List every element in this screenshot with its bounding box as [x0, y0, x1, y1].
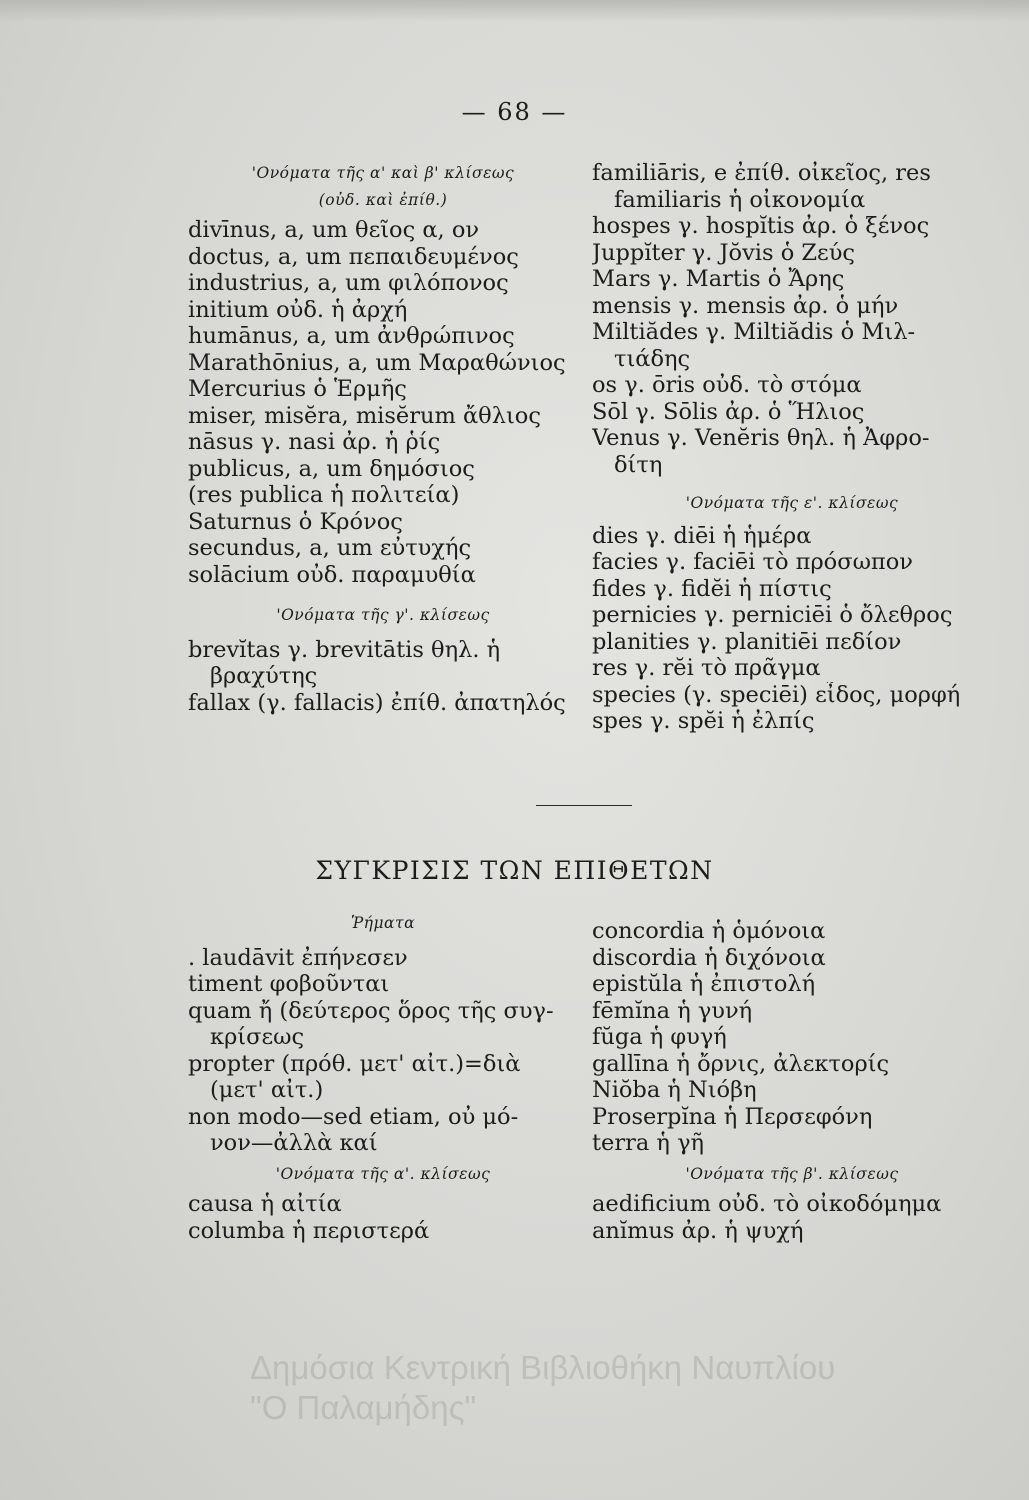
vocab-line: anĭmus ἀρ. ἡ ψυχή [592, 1217, 804, 1244]
vocab-line: propter (πρόθ. μετ' αἰτ.)=διὰ [188, 1050, 521, 1077]
vocab-line: nāsus γ. nasi ἀρ. ἡ ῥίς [188, 429, 441, 455]
vocab-line: (res publica ἡ πολιτεία) [188, 482, 460, 508]
page-top-shadow [0, 0, 1029, 22]
declension-heading: 'Ονόματα τῆς α' καὶ β' κλίσεως [251, 164, 515, 182]
vocab-line: Sōl γ. Sōlis ἀρ. ὁ Ἥλιος [592, 398, 865, 425]
vocab-line: (μετ' αἰτ.) [210, 1077, 324, 1103]
vocab-line: miser, misĕra, misĕrum ἄθλιος [188, 402, 541, 429]
vocab-line: epistŭla ἡ ἐπιστολή [592, 971, 816, 997]
vocab-line: δίτη [614, 451, 663, 478]
vocab-line: Miltiădes γ. Miltiădis ὁ Μιλ- [592, 319, 916, 345]
watermark-line-2: "Ο Παλαμήδης" [250, 1389, 477, 1426]
vocab-line: fēmĭna ἡ γυνή [592, 997, 753, 1024]
vocab-line: Marathōnius, a, um Μαραθώνιος [188, 349, 566, 376]
vocab-line: mensis γ. mensis ἀρ. ὁ μήν [592, 292, 899, 319]
vocab-line: doctus, a, um πεπαιδευμένος [188, 243, 519, 270]
vocab-line: planities γ. planitiēi πεδίον [592, 628, 902, 655]
vocab-line: facies γ. faciēi τὸ πρόσωπον [592, 549, 913, 575]
top-right-column [592, 160, 992, 735]
declension-heading: 'Ονόματα τῆς ε'. κλίσεως [685, 494, 899, 512]
vocab-line: brevĭtas γ. brevitātis θηλ. ἡ [188, 636, 501, 663]
section-heading-verbs: Ῥήματα [350, 914, 416, 932]
vocab-line: Niŏba ἡ Νιόβη [592, 1077, 757, 1103]
declension-subheading: (οὐδ. καὶ ἐπίθ.) [318, 190, 448, 209]
vocab-line: initium οὐδ. ἡ ἀρχή [188, 296, 408, 323]
vocab-line: publicus, a, um δημόσιος [188, 455, 475, 482]
vocab-line: industrius, a, um φιλόπονος [188, 270, 509, 296]
section-divider [536, 805, 632, 806]
vocab-line: familiāris, e ἐπίθ. οἰκεῖος, res [592, 160, 931, 186]
vocab-line: pernicies γ. perniciēi ὁ ὄλεθρος [592, 602, 953, 628]
vocab-line: quam ἤ (δεύτερος ὅρος τῆς συγ- [188, 997, 554, 1024]
page-number: — 68 — [461, 98, 568, 126]
vocab-line: divīnus, a, um θεῖος α, ον [188, 217, 480, 243]
vocab-line: os γ. ōris οὐδ. τὸ στόμα [592, 372, 862, 398]
vocab-line: Mercurius ὁ Ἑρμῆς [188, 376, 407, 402]
declension-heading: 'Ονόματα τῆς γ'. κλίσεως [276, 606, 490, 624]
watermark-line-1: Δημόσια Κεντρική Βιβλιοθήκη Ναυπλίου [250, 1349, 836, 1386]
vocab-line: columba ἡ περιστερά [188, 1217, 430, 1244]
vocab-line: spes γ. spĕi ἡ ἐλπίς [592, 708, 815, 734]
vocab-line: fŭga ἡ φυγή [592, 1024, 727, 1050]
vocab-line: aedificium οὐδ. τὸ οἰκοδόμημα [592, 1191, 942, 1217]
vocab-line: βραχύτης [210, 663, 318, 689]
declension-heading: 'Ονόματα τῆς α'. κλίσεως [275, 1164, 491, 1183]
vocab-line: fallax (γ. fallacis) ἐπίθ. ἀπατηλός [188, 689, 566, 716]
vocab-line: res γ. rĕi τὸ πρᾶγμα [592, 655, 821, 681]
vocab-line: κρίσεως [210, 1024, 305, 1050]
vocab-line: concordia ἡ ὁμόνοια [592, 918, 826, 944]
bottom-right-column [592, 918, 992, 1244]
declension-heading: 'Ονόματα τῆς β'. κλίσεως [685, 1164, 899, 1183]
vocab-line: discordia ἡ διχόνοια [592, 944, 826, 971]
vocab-line: τιάδης [614, 345, 691, 372]
vocab-line: νον—ἀλλὰ καί [210, 1130, 378, 1156]
vocab-line: gallīna ἡ ὄρνις, ἀλεκτορίς [592, 1050, 890, 1077]
vocab-line: familiaris ἡ οἰκονομία [614, 186, 866, 213]
vocab-line: Venus γ. Venĕris θηλ. ἡ Ἀφρο- [592, 425, 930, 451]
vocab-line: solācium οὐδ. παραμυθία [188, 561, 476, 588]
vocab-line: species (γ. speciēi) εἶδος, μορφή [592, 681, 961, 708]
vocab-line: hospes γ. hospĭtis ἀρ. ὁ ξένος [592, 213, 930, 239]
vocab-line: terra ἡ γῆ [592, 1130, 704, 1156]
vocab-line: Saturnus ὁ Κρόνος [188, 508, 403, 535]
vocab-line: fides γ. fidĕi ἡ πίστις [592, 575, 832, 602]
library-watermark [250, 1348, 1010, 1428]
vocab-line: Proserpĭna ἡ Περσεφόνη [592, 1103, 873, 1130]
vocab-line: secundus, a, um εὐτυχής [188, 535, 472, 561]
vocab-line: non modo—sed etiam, οὐ μό- [188, 1103, 519, 1130]
vocab-line: . laudāvit ἐπήνεσεν [188, 944, 408, 971]
bottom-left-column [188, 910, 578, 1244]
vocab-line: humānus, a, um ἀνθρώπινος [188, 323, 515, 349]
vocab-line: Mars γ. Martis ὁ Ἄρης [592, 266, 845, 292]
section-title: ΣΥΓΚΡΙΣΙΣ ΤΩΝ ΕΠΙΘΕΤΩΝ [315, 856, 714, 885]
top-left-column [188, 160, 578, 716]
vocab-line: dies γ. diēi ἡ ἡμέρα [592, 522, 812, 549]
vocab-line: timent φοβοῦνται [188, 971, 390, 997]
vocab-line: causa ἡ αἰτία [188, 1191, 342, 1217]
vocab-line: Juppĭter γ. Jŏvis ὁ Ζεύς [592, 239, 855, 266]
